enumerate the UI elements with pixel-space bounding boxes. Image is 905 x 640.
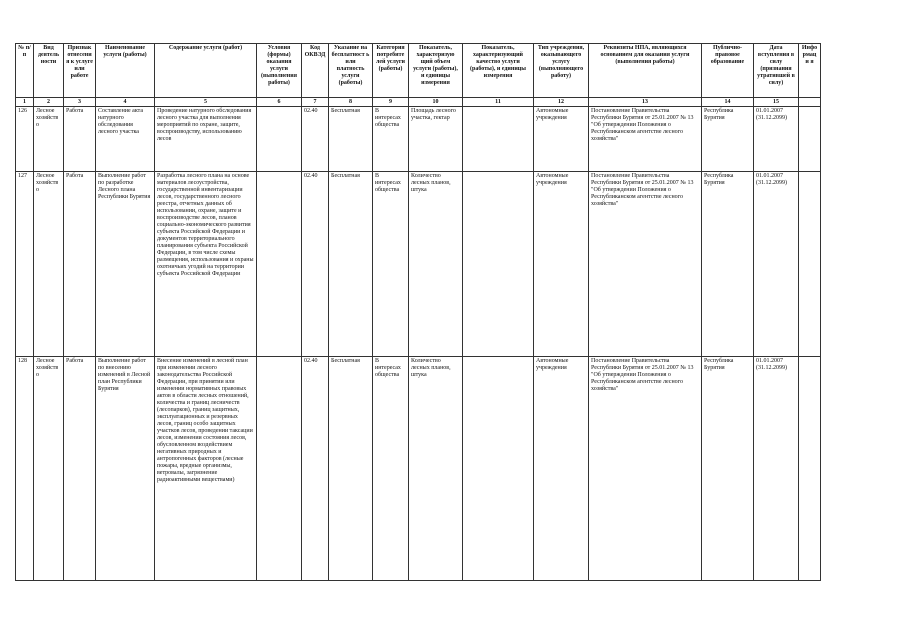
header-cell: Вид деятель ности (34, 44, 64, 98)
institution-cell: Автономные учреждения (534, 357, 589, 581)
institution-cell: Автономные учреждения (534, 107, 589, 172)
service-name-cell: Выполнение работ по разработке Лесного плана Республики Бурятия (96, 172, 155, 357)
npa-cell: Постановление Правительства Республики Бурятия от 25.01.2007 № 13 "Об утверждении Положения о Республиканском агентстве лесного хозяйства" (589, 172, 702, 357)
category-cell: В интересах общества (373, 357, 409, 581)
payment-cell: Бесплатная (329, 357, 373, 581)
header-cell: Указание на бесплатност ь или платность услуги (работы) (329, 44, 373, 98)
table-row (16, 172, 821, 357)
column-number: 7 (302, 98, 329, 107)
header-cell: Признак отнесени я к услуге или работе (64, 44, 96, 98)
quality-cell (463, 172, 534, 357)
content-cell: Внесение изменений в лесной план при изменении лесного законодательства Российской Федерации, при принятии или изменении нормативных правовых актов в области лесных отношений, количества и границ лесничеств (лесопарков), границ защитных, эксплуатационных и резервных лесов, границ особо защитных участков лесов, проведении таксации лесов, изменении состояния лесов, обусловленном воздействием негативных природных и антропогенных факторов (лесные пожары, вредные организмы, ветровалы, загрязнение радиоактивными веществами) (155, 357, 257, 581)
quality-cell (463, 107, 534, 172)
header-cell: Тип учреждения, оказывающего услугу (выполняющего работу) (534, 44, 589, 98)
service-name-cell: Составление акта натурного обследования лесного участка (96, 107, 155, 172)
service-name-cell: Выполнение работ по внесению изменений в Лесной план Республики Бурятия (96, 357, 155, 581)
column-number: 3 (64, 98, 96, 107)
header-cell: Условия (формы) оказания услуги (выполнения работы) (257, 44, 302, 98)
content-cell: Проведение натурного обследования лесного участка для выполнения мероприятий по охране, защите, воспроизводству, использованию лесов (155, 107, 257, 172)
okved-cell: 02.40 (302, 357, 329, 581)
header-cell: Содержание услуги (работ) (155, 44, 257, 98)
activity-cell: Лесное хозяйств о (34, 107, 64, 172)
column-number: 4 (96, 98, 155, 107)
column-number: 10 (409, 98, 463, 107)
header-cell: № п/п (16, 44, 34, 98)
content-cell: Разработка лесного плана на основе материалов лесоустройства, государственной инвентаризации лесов, государственного лесного реестра, отчетных данных об использовании, охране, защите и воспроизводстве лесов, планов социально-экономического развития субъекта Российской Федерации и документов территориального планирования субъекта Российской Федерации, в том числе схемы размещения, использования и охраны охотничьих угодий на территории субъекта Российской Федерации (155, 172, 257, 357)
npa-cell: Постановление Правительства Республики Бурятия от 25.01.2007 № 13 "Об утверждении Положения о Республиканском агентстве лесного хозяйства" (589, 107, 702, 172)
date-cell: 01.01.2007 (31.12.2099) (754, 357, 799, 581)
column-number: 13 (589, 98, 702, 107)
column-number-empty (799, 98, 821, 107)
row-number: 126 (16, 107, 34, 172)
date-cell: 01.01.2007 (31.12.2099) (754, 107, 799, 172)
category-cell: В интересах общества (373, 172, 409, 357)
column-number: 9 (373, 98, 409, 107)
conditions-cell (257, 107, 302, 172)
header-cell: Инфо рмаци я (799, 44, 821, 98)
row-number: 128 (16, 357, 34, 581)
table-row (16, 357, 821, 581)
header-cell: Реквизиты НПА, являющихся основанием для оказания услуги (выполнения работы) (589, 44, 702, 98)
volume-cell: Количество лесных планов, штука (409, 357, 463, 581)
entity-cell: Республика Бурятия (702, 357, 754, 581)
column-number: 2 (34, 98, 64, 107)
row-number: 127 (16, 172, 34, 357)
type-cell: Работа (64, 357, 96, 581)
date-cell: 01.01.2007 (31.12.2099) (754, 172, 799, 357)
table-row (16, 107, 821, 172)
header-cell: Показатель, характеризую щий объем услуги (работы), и единицы измерения (409, 44, 463, 98)
column-number-row (16, 98, 821, 107)
entity-cell: Республика Бурятия (702, 172, 754, 357)
entity-cell: Республика Бурятия (702, 107, 754, 172)
payment-cell: Бесплатная (329, 172, 373, 357)
header-cell: Код ОКВЭД (302, 44, 329, 98)
quality-cell (463, 357, 534, 581)
column-number: 1 (16, 98, 34, 107)
npa-cell: Постановление Правительства Республики Бурятия от 25.01.2007 № 13 "Об утверждении Положения о Республиканском агентстве лесного хозяйства" (589, 357, 702, 581)
column-number: 15 (754, 98, 799, 107)
header-cell: Дата вступления в силу (признания утратившей в силу) (754, 44, 799, 98)
column-number: 6 (257, 98, 302, 107)
header-cell: Наименование услуги (работы) (96, 44, 155, 98)
header-cell: Показатель, характеризующий качество услуги (работы), и единицы измерения (463, 44, 534, 98)
column-number: 11 (463, 98, 534, 107)
column-number: 5 (155, 98, 257, 107)
institution-cell: Автономные учреждения (534, 172, 589, 357)
volume-cell: Площадь лесного участка, гектар (409, 107, 463, 172)
services-table (15, 43, 821, 581)
type-cell: Работа (64, 107, 96, 172)
header-cell: Публично-правовое образование (702, 44, 754, 98)
volume-cell: Количество лесных планов, штука (409, 172, 463, 357)
okved-cell: 02.40 (302, 107, 329, 172)
category-cell: В интересах общества (373, 107, 409, 172)
column-number: 8 (329, 98, 373, 107)
conditions-cell (257, 172, 302, 357)
conditions-cell (257, 357, 302, 581)
activity-cell: Лесное хозяйств о (34, 357, 64, 581)
type-cell: Работа (64, 172, 96, 357)
okved-cell: 02.40 (302, 172, 329, 357)
info-cell (799, 172, 821, 357)
activity-cell: Лесное хозяйств о (34, 172, 64, 357)
header-row (16, 44, 821, 98)
info-cell (799, 107, 821, 172)
column-number: 14 (702, 98, 754, 107)
payment-cell: Бесплатная (329, 107, 373, 172)
info-cell (799, 357, 821, 581)
column-number: 12 (534, 98, 589, 107)
header-cell: Категория потребите лей услуги (работы) (373, 44, 409, 98)
